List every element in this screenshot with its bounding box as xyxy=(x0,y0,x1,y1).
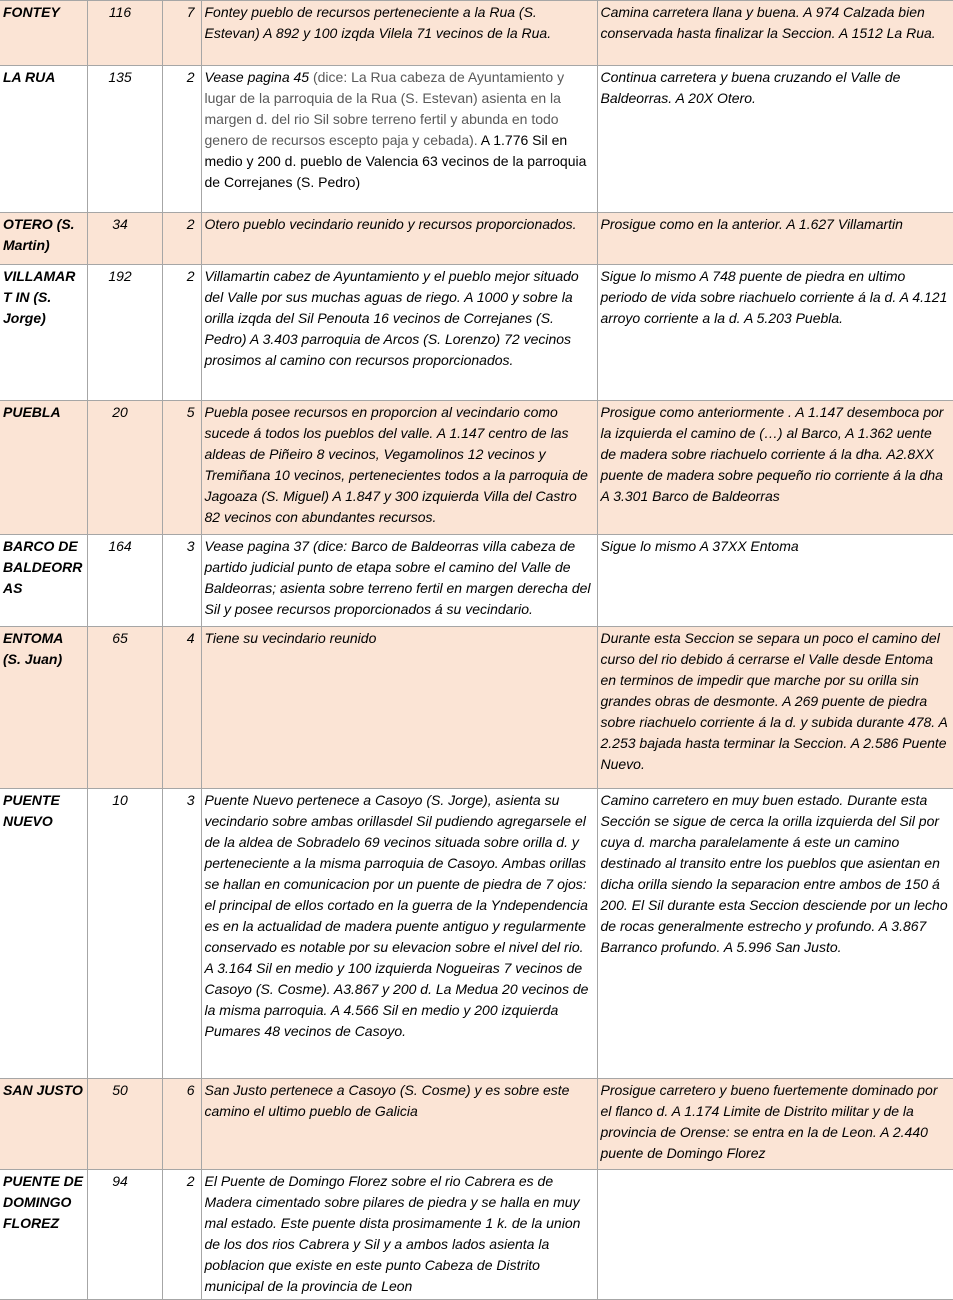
distance-value: 135 xyxy=(87,66,162,213)
count-value: 2 xyxy=(162,213,201,265)
place-name: ENTOMA (S. Juan) xyxy=(0,627,87,789)
distance-value: 164 xyxy=(87,535,162,627)
table-row xyxy=(0,627,953,789)
place-description xyxy=(201,789,597,1079)
distance-value: 65 xyxy=(87,627,162,789)
description-text: Villamartin cabez de Ayuntamiento y el pueblo mejor situado del Valle por sus muchas aguas de riego. A 1000 y sobre la orilla izqda del Sil Penouta 16 vecinos de Correjanes (S. Pedro) A 3.403 parroquia de Arcos (S. Lorenzo) 72 vecinos prosimos al camino con recursos proporcionados. xyxy=(204,268,579,368)
place-name: PUEBLA xyxy=(0,401,87,535)
quoted-description: (dice: La Rua cabeza de Ayuntamiento y lugar de la parroquia de la Rua (S. Estevan) asienta en la margen d. del rio Sil sobre terreno fertil y abunda en todo genero de recursos escepto paja y cebada). xyxy=(204,69,565,148)
table-row xyxy=(0,1170,953,1300)
place-description xyxy=(201,213,597,265)
count-value: 6 xyxy=(162,1079,201,1170)
description-text: San Justo pertenece a Casoyo (S. Cosme) y es sobre este camino el ultimo pueblo de Galicia xyxy=(204,1082,570,1119)
count-value: 2 xyxy=(162,66,201,213)
description-text: Puebla posee recursos en proporcion al vecindario como sucede á todos los pueblos del valle. A 1.147 centro de las aldeas de Piñeiro 8 vecinos, Vegamolinos 12 vecinos y Tremiñana 10 vecinos, pertenecientes todos a la parroquia de Jagoaza (S. Miguel) A 1.847 y 300 izquierda Villa del Castro 82 vecinos con abundantes recursos. xyxy=(204,404,588,525)
table-row xyxy=(0,1,953,66)
route-description: Sigue lo mismo A 37XX Entoma xyxy=(597,535,953,627)
route-description: Camina carretera llana y buena. A 974 Calzada bien conservada hasta finalizar la Seccion. A 1512 La Rua. xyxy=(597,1,953,66)
description-text: Fontey pueblo de recursos perteneciente a la Rua (S. Estevan) A 892 y 100 izqda Vilela 71 vecinos de la Rua. xyxy=(204,4,552,41)
distance-value: 192 xyxy=(87,265,162,401)
place-description xyxy=(201,1170,597,1300)
place-description xyxy=(201,401,597,535)
count-value: 2 xyxy=(162,1170,201,1300)
table-row xyxy=(0,535,953,627)
place-description xyxy=(201,1,597,66)
place-description xyxy=(201,66,597,213)
description-text: Tiene su vecindario reunido xyxy=(204,630,377,646)
route-description xyxy=(597,1170,953,1300)
place-name: LA RUA xyxy=(0,66,87,213)
table-row xyxy=(0,401,953,535)
description-continuation: A 1.776 Sil en medio y 200 d. pueblo de Valencia 63 vecinos de la parroquia de Correjanes (S. Pedro) xyxy=(204,132,587,190)
route-description: Sigue lo mismo A 748 puente de piedra en ultimo periodo de vida sobre riachuelo corriente á la d. A 4.121 arroyo corriente a la d. A 5.203 Puebla. xyxy=(597,265,953,401)
place-description xyxy=(201,627,597,789)
place-name: PUENTE NUEVO xyxy=(0,789,87,1079)
table-row xyxy=(0,1079,953,1170)
count-value: 3 xyxy=(162,535,201,627)
place-name: SAN JUSTO xyxy=(0,1079,87,1170)
distance-value: 50 xyxy=(87,1079,162,1170)
route-description: Continua carretera y buena cruzando el Valle de Baldeorras. A 20X Otero. xyxy=(597,66,953,213)
count-value: 3 xyxy=(162,789,201,1079)
description-text: Vease pagina 45 xyxy=(204,69,310,85)
count-value: 7 xyxy=(162,1,201,66)
place-name: BARCO DE BALDEORR AS xyxy=(0,535,87,627)
route-description: Prosigue como en la anterior. A 1.627 Villamartin xyxy=(597,213,953,265)
place-name: OTERO (S. Martin) xyxy=(0,213,87,265)
table-row xyxy=(0,213,953,265)
description-text: El Puente de Domingo Florez sobre el rio Cabrera es de Madera cimentado sobre pilares de piedra y se halla en muy mal estado. Este puente dista prosimamente 1 k. de la union de los dos rios Cabrera y Sil y a ambos lados asienta la poblacion que existe en este punto Cabeza de Distrito municipal de la provincia de Leon xyxy=(204,1173,581,1294)
distance-value: 94 xyxy=(87,1170,162,1300)
description-text: Puente Nuevo pertenece a Casoyo (S. Jorge), asienta su vecindario sobre ambas orillasdel Sil pudiendo agregarsele el de la aldea de Sobradelo 69 vecinos situada sobre orilla d. y perteneciente a la misma parroquia de Casoyo. Ambas orillas se hallan en comunicacion por un puente de piedra de 7 ojos: el principal de ellos cortado en la guerra de la Yndependencia es en la actualidad de madera puente antiguo y regularmente conservado es notable por su elevacion sobre el nivel del rio. A 3.164 Sil en medio y 100 izquierda Nogueiras 7 vecinos de Casoyo (S. Cosme). A3.867 y 200 d. La Medua 20 vecinos de la misma parroquia. A 4.566 Sil en medio y 200 izquierda Pumares 48 vecinos de Casoyo. xyxy=(204,792,589,1039)
table-row xyxy=(0,66,953,213)
distance-value: 10 xyxy=(87,789,162,1079)
route-description: Durante esta Seccion se separa un poco el camino del curso del rio debido á cerrarse el Valle desde Entoma en terminos de impedir que marche por su orilla sin grandes obras de desmonte. A 269 puente de piedra sobre riachuelo corriente á la d. y subida durante 478. A 2.253 bajada hasta terminar la Seccion. A 2.586 Puente Nuevo. xyxy=(597,627,953,789)
place-name: PUENTE DE DOMINGO FLOREZ xyxy=(0,1170,87,1300)
count-value: 5 xyxy=(162,401,201,535)
description-text: Otero pueblo vecindario reunido y recursos proporcionados. xyxy=(204,216,577,232)
count-value: 4 xyxy=(162,627,201,789)
place-name: VILLAMART IN (S. Jorge) xyxy=(0,265,87,401)
place-description xyxy=(201,535,597,627)
description-text: Vease pagina 37 (dice: Barco de Baldeorras villa cabeza de partido judicial punto de etapa sobre el camino del Valle de Baldeorras; asienta sobre terreno fertil en margen derecha del Sil y posee recursos proporcionados á su vecindario. xyxy=(204,538,591,617)
place-description xyxy=(201,1079,597,1170)
table-row xyxy=(0,789,953,1079)
distance-value: 34 xyxy=(87,213,162,265)
place-description xyxy=(201,265,597,401)
distance-value: 20 xyxy=(87,401,162,535)
route-description: Prosigue carretero y bueno fuertemente dominado por el flanco d. A 1.174 Limite de Distrito militar y de la provincia de Orense: se entra en la de Leon. A 2.440 puente de Domingo Florez xyxy=(597,1079,953,1170)
place-name: FONTEY xyxy=(0,1,87,66)
distance-value: 116 xyxy=(87,1,162,66)
table-row xyxy=(0,265,953,401)
count-value: 2 xyxy=(162,265,201,401)
route-description: Prosigue como anteriormente . A 1.147 desemboca por la izquierda el camino de (…) al Barco, A 1.362 uente de madera sobre riachuelo corriente á la dha. A2.8XX puente de madera sobre pequeño rio corriente á la dha A 3.301 Barco de Baldeorras xyxy=(597,401,953,535)
route-description: Camino carretero en muy buen estado. Durante esta Sección se sigue de cerca la orilla izquierda del Sil por cuya d. marcha paralelamente á este un camino destinado al transito entre los pueblos que asientan en dicha orilla siendo la separacion entre ambos de 150 á 200. El Sil durante esta Seccion desciende por un lecho de rocas generalmente estrecho y profundo. A 3.867 Barranco profundo. A 5.996 San Justo. xyxy=(597,789,953,1079)
